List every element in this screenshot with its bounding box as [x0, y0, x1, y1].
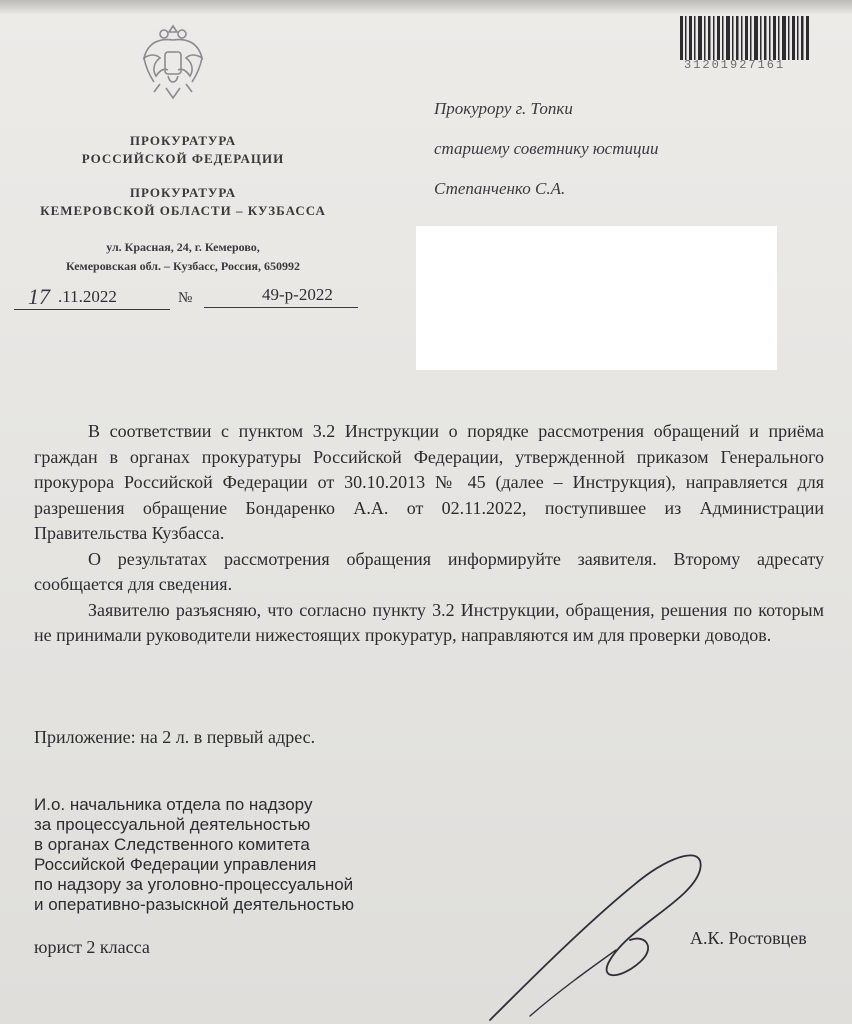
signer-name: А.К. Ростовцев: [690, 928, 807, 948]
regional-office-name: [20, 184, 346, 220]
coat-of-arms-emblem: [140, 18, 206, 108]
barcode: [680, 12, 812, 62]
handwritten-signature: [470, 830, 710, 1024]
signer-position-line: и оперативно-разыскной деятельностью: [34, 895, 354, 914]
recipient-line-1: Прокурору г. Топки: [434, 99, 573, 118]
body-paragraph-1: В соответствии с пунктом 3.2 Инструкции о порядке рассмотрения обращений и приёма граждан в органах прокуратуры Российской Федерации, утвержденной приказом Генерального прокурора Российской Федерации от 30.10.2013 № 45 (далее – Инструкция), направляется для разрешения обращение Бондаренко А.А. от 02.11.2022, поступившее из Администрации Правительства Кузбасса.: [34, 421, 824, 543]
barcode-number: 31201927161: [684, 58, 786, 72]
recipient-line-2: старшему советнику юстиции: [434, 139, 659, 158]
registration-date: .11.2022: [58, 287, 117, 306]
signer-rank: юрист 2 класса: [34, 937, 150, 957]
body-paragraph-2: О результатах рассмотрения обращения информируйте заявителя. Второму адресату сообщается для сведения.: [34, 548, 824, 594]
regional-office-line-2: КЕМЕРОВСКОЙ ОБЛАСТИ – КУЗБАССА: [40, 203, 326, 218]
address-line-1: ул. Красная, 24, г. Кемерово,: [106, 240, 260, 254]
organization-line-2: РОССИЙСКОЙ ФЕДЕРАЦИИ: [81, 151, 285, 166]
registration-day-handwritten: 17: [28, 284, 50, 309]
date-underline: [14, 309, 170, 310]
attachment-note: Приложение: на 2 л. в первый адрес.: [34, 727, 316, 747]
organization-line-1: ПРОКУРАТУРА: [129, 133, 237, 148]
regional-office-line-1: ПРОКУРАТУРА: [129, 185, 237, 200]
body-paragraph-3: Заявителю разъясняю, что согласно пункту 3.2 Инструкции, обращения, решения по которым не принимали руководители нижестоящих прокуратур, направляются им для проверки доводов.: [34, 599, 824, 645]
signer-position-line: по надзору за уголовно-процессуальной: [34, 875, 354, 894]
redacted-area: [416, 226, 777, 370]
signer-position-line: в органах Следственного комитета: [34, 835, 310, 854]
address-line-2: Кемеровская обл. – Кузбасс, Россия, 650992: [65, 259, 301, 273]
signer-position-line: за процессуальной деятельностью: [34, 815, 311, 834]
sender-address: [10, 238, 356, 276]
organization-name: [68, 132, 298, 168]
recipient-line-3: Степанченко С.А.: [434, 179, 566, 198]
signer-position: [34, 795, 354, 915]
registration-number: 49-р-2022: [262, 285, 333, 304]
number-sign: №: [178, 290, 193, 306]
signer-position-line: И.о. начальника отдела по надзору: [34, 795, 313, 814]
letter-body: [34, 419, 824, 649]
signer-position-line: Российской Федерации управления: [34, 855, 317, 874]
number-underline: [204, 307, 358, 308]
